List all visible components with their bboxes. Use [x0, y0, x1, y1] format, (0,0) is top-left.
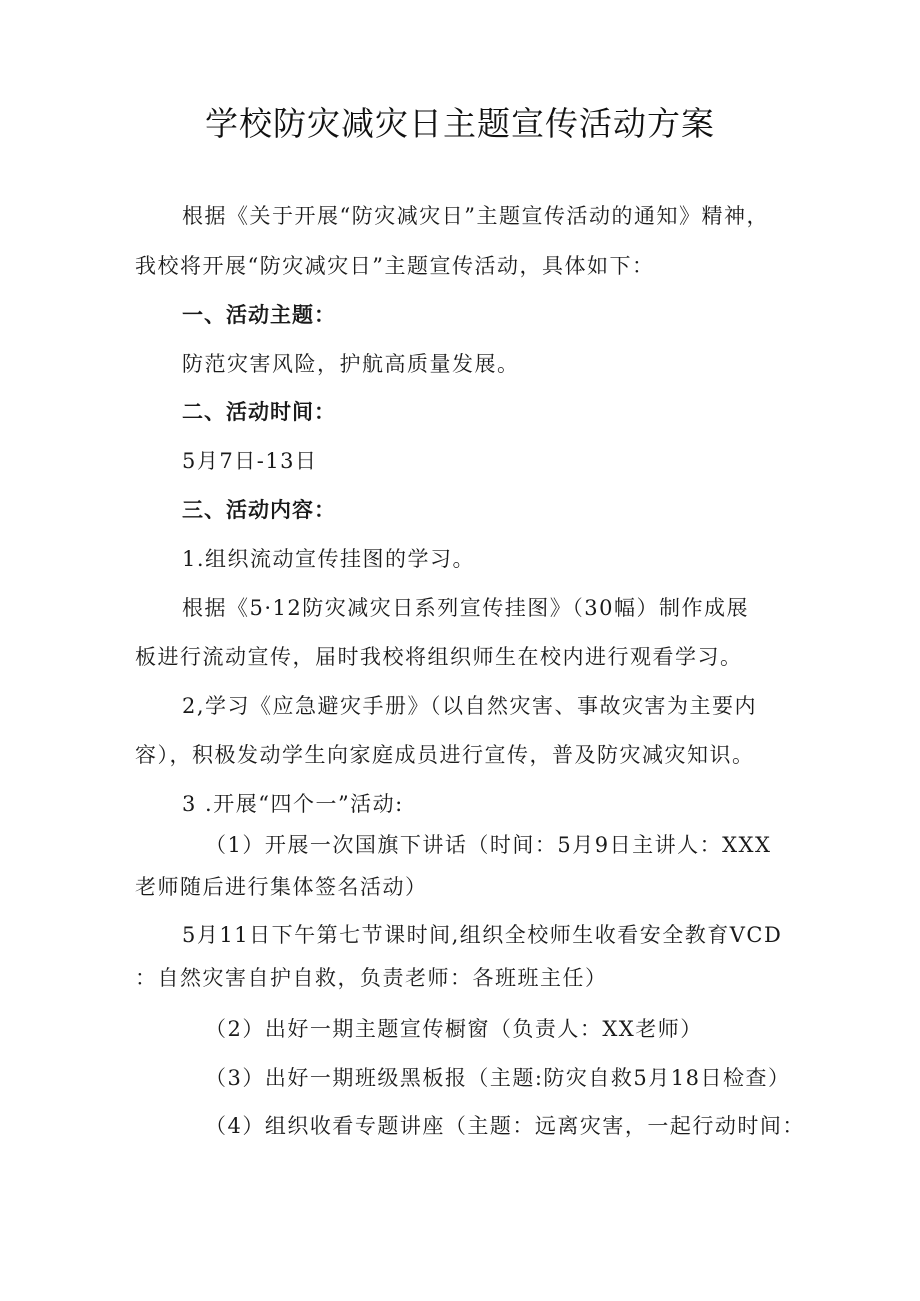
activity-2: （2）出好一期主题宣传橱窗（负责人：XX老师）: [205, 1017, 703, 1041]
section-heading-time: 二、活动时间：: [182, 400, 336, 424]
vcd-line-1: 5月11日下午第七节课时间,组织全校师生收看安全教育VCD: [182, 923, 783, 947]
activity-1-line-1: （1）开展一次国旗下讲话（时间：5月9日主讲人：XXX: [205, 833, 772, 857]
content-item-3-title: 3 .开展“四个一”活动:: [182, 792, 404, 816]
content-item-2-line-2: 容），积极发动学生向家庭成员进行宣传，普及防灾减灾知识。: [135, 743, 755, 767]
activity-1-line-2: 老师随后进行集体签名活动）: [135, 875, 428, 899]
intro-line-2: 我校将开展“防灾减灾日”主题宣传活动，具体如下：: [135, 254, 655, 278]
content-item-1-title: 1.组织流动宣传挂图的学习。: [182, 547, 476, 571]
section-heading-content: 三、活动内容：: [182, 498, 336, 522]
time-text: 5月7日-13日: [182, 449, 318, 473]
content-item-1-line-1: 根据《5·12防灾减灾日系列宣传挂图》（30幅）制作成展: [182, 596, 749, 620]
content-item-2-line-1: 2,学习《应急避灾手册》（以自然灾害、事故灾害为主要内: [182, 694, 758, 718]
document-title: 学校防灾减灾日主题宣传活动方案: [205, 104, 715, 143]
activity-3: （3）出好一期班级黑板报（主题:防灾自救5月18日检查）: [205, 1066, 791, 1090]
content-item-1-line-2: 板进行流动宣传，届时我校将组织师生在校内进行观看学习。: [135, 645, 743, 669]
section-heading-theme: 一、活动主题：: [182, 303, 336, 327]
vcd-line-2: ：自然灾害自护自救，负责老师：各班班主任）: [135, 966, 608, 990]
activity-4: （4）组织收看专题讲座（主题：远离灾害，一起行动时间：: [205, 1114, 805, 1138]
intro-line-1: 根据《关于开展“防灾减灾日”主题宣传活动的通知》精神，: [182, 204, 769, 228]
theme-text: 防范灾害风险，护航高质量发展。: [182, 352, 520, 376]
